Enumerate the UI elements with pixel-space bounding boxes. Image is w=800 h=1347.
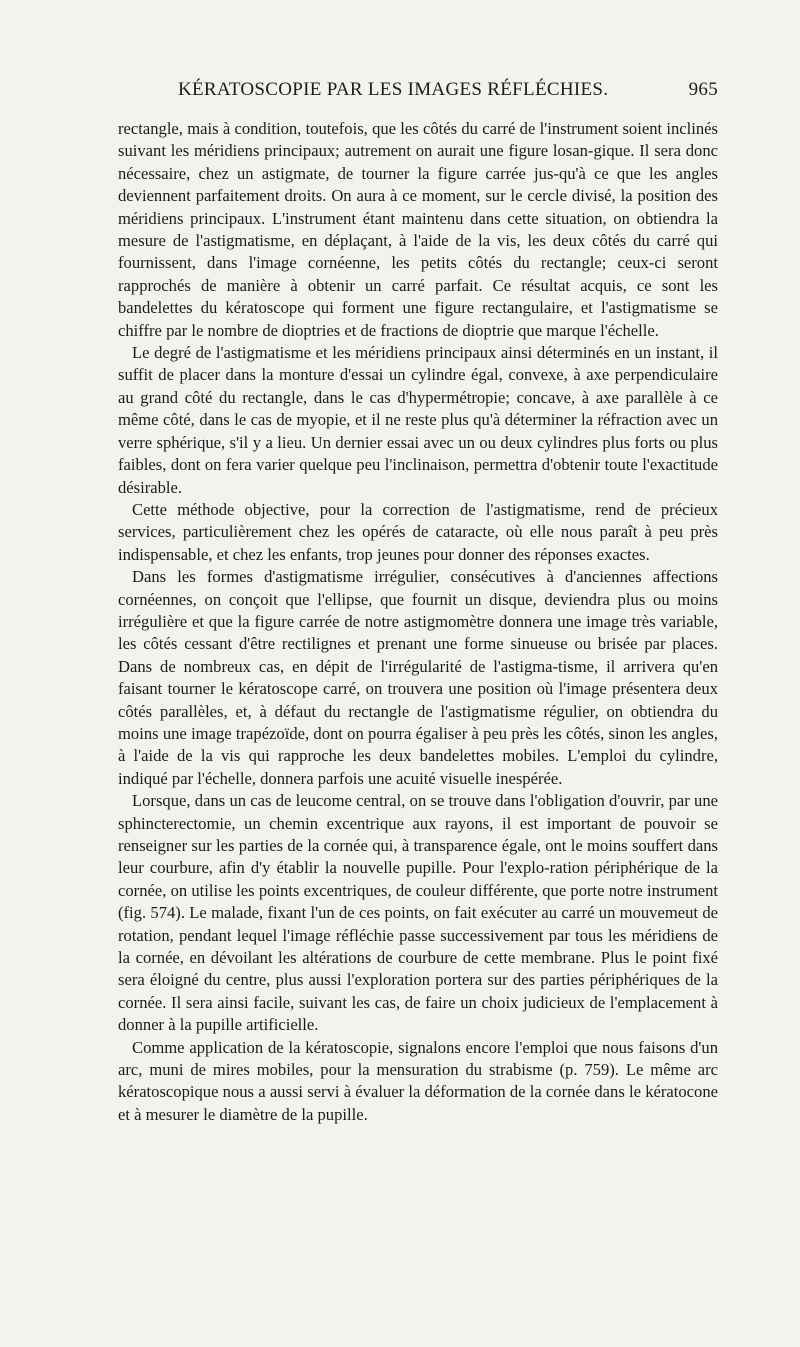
body-text [118, 118, 718, 1126]
page-number: 965 [688, 79, 718, 100]
paragraph-2: Le degré de l'astigmatisme et les méridiens principaux ainsi déterminés en un instant, il suffit de placer dans la monture d'essai un cylindre égal, convexe, à axe perpendiculaire au grand côté du rectangle, dans le cas d'hypermétropie; concave, à axe parallèle à ce même côté, dans le cas de myopie, et il ne reste plus qu'à déterminer la réfraction avec un verre sphérique, s'il y a lieu. Un dernier essai avec un ou deux cylindres plus forts ou plus faibles, dont on fera varier quelque peu l'inclinaison, permettra d'obtenir toute l'exactitude désirable. [118, 343, 718, 497]
running-title: KÉRATOSCOPIE PAR LES IMAGES RÉFLÉCHIES. [178, 79, 609, 100]
paragraph-6: Comme application de la kératoscopie, signalons encore l'emploi que nous faisons d'un arc, muni de mires mobiles, pour la mensuration du strabisme (p. 759). Le même arc kératoscopique nous a aussi servi à évaluer la déformation de la cornée dans le kératocone et à mesurer le diamètre de la pupille. [118, 1037, 718, 1124]
paragraph-4: Dans les formes d'astigmatisme irrégulier, consécutives à d'anciennes affections cornéennes, on conçoit que l'ellipse, que fournit un disque, deviendra plus ou moins irrégulière et que la figure carrée de notre astigmomètre donnera une image très variable, les côtés cessant d'être rectilignes et prenant une forme sinueuse ou brisée par places. Dans de nombreux cas, en dépit de l'irrégularité de l'astigma-tisme, il arrivera qu'en faisant tourner le kératoscope carré, on trouvera une position où l'image présentera deux côtés parallèles, et, à défaut du rectangle de l'astigmatisme régulier, on obtiendra du moins une image trapézoïde, dont on pourra égaliser à peu près les côtés, sinon les angles, à l'aide de la vis qui rapproche les deux bandelettes mobiles. L'emploi du cylindre, indiqué par l'échelle, donnera parfois une acuité visuelle inespérée. [118, 567, 718, 788]
paragraph-5: Lorsque, dans un cas de leucome central, on se trouve dans l'obligation d'ouvrir, par une sphincterectomie, un chemin excentrique aux rayons, il est important de pouvoir se renseigner sur les parties de la cornée qui, à transparence égale, ont le moins souffert dans leur courbure, afin d'y établir la nouvelle pupille. Pour l'explo-ration périphérique de la cornée, on utilise les points excentriques, de couleur différente, que porte notre instrument (fig. 574). Le malade, fixant l'un de ces points, on fait exécuter au carré un mouvemeut de rotation, pendant lequel l'image réfléchie passe successivement par tous les méridiens de la cornée, en dévoilant les altérations de courbure de cette membrane. Plus le point fixé sera éloigné du centre, plus aussi l'exploration portera sur des parties périphériques de la cornée. Il sera ainsi facile, suivant les cas, de faire un choix judicieux de l'emplacement à donner à la pupille artificielle. [118, 791, 718, 1035]
paragraph-3: Cette méthode objective, pour la correction de l'astigmatisme, rend de précieux services, particulièrement chez les opérés de cataracte, où elle nous paraît à peu près indispensable, et chez les enfants, trop jeunes pour donner des réponses exactes. [118, 499, 718, 564]
paragraph-1: rectangle, mais à condition, toutefois, que les côtés du carré de l'instrument soient inclinés suivant les méridiens principaux; autrement on aurait une figure losan-gique. Il sera donc nécessaire, chez un astigmate, de tourner la figure carrée jus-qu'à ce que les angles deviennent parfaitement droits. On aura à ce moment, sur le cercle divisé, la position des méridiens principaux. L'instrument étant maintenu dans cette situation, on obtiendra la mesure de l'astigmatisme, en déplaçant, à l'aide de la vis, les deux côtés du carré qui fournissent, dans l'image cornéenne, les petits côtés du rectangle; ceux-ci seront rapprochés de manière à obtenir un carré parfait. Ce résultat acquis, ce sont les bandelettes du kératoscope qui forment une figure rectangulaire, et l'astigmatisme se chiffre par le nombre de dioptries et de fractions de dioptrie que marque l'échelle. [118, 119, 718, 340]
running-header [118, 74, 718, 106]
page [118, 74, 718, 1126]
